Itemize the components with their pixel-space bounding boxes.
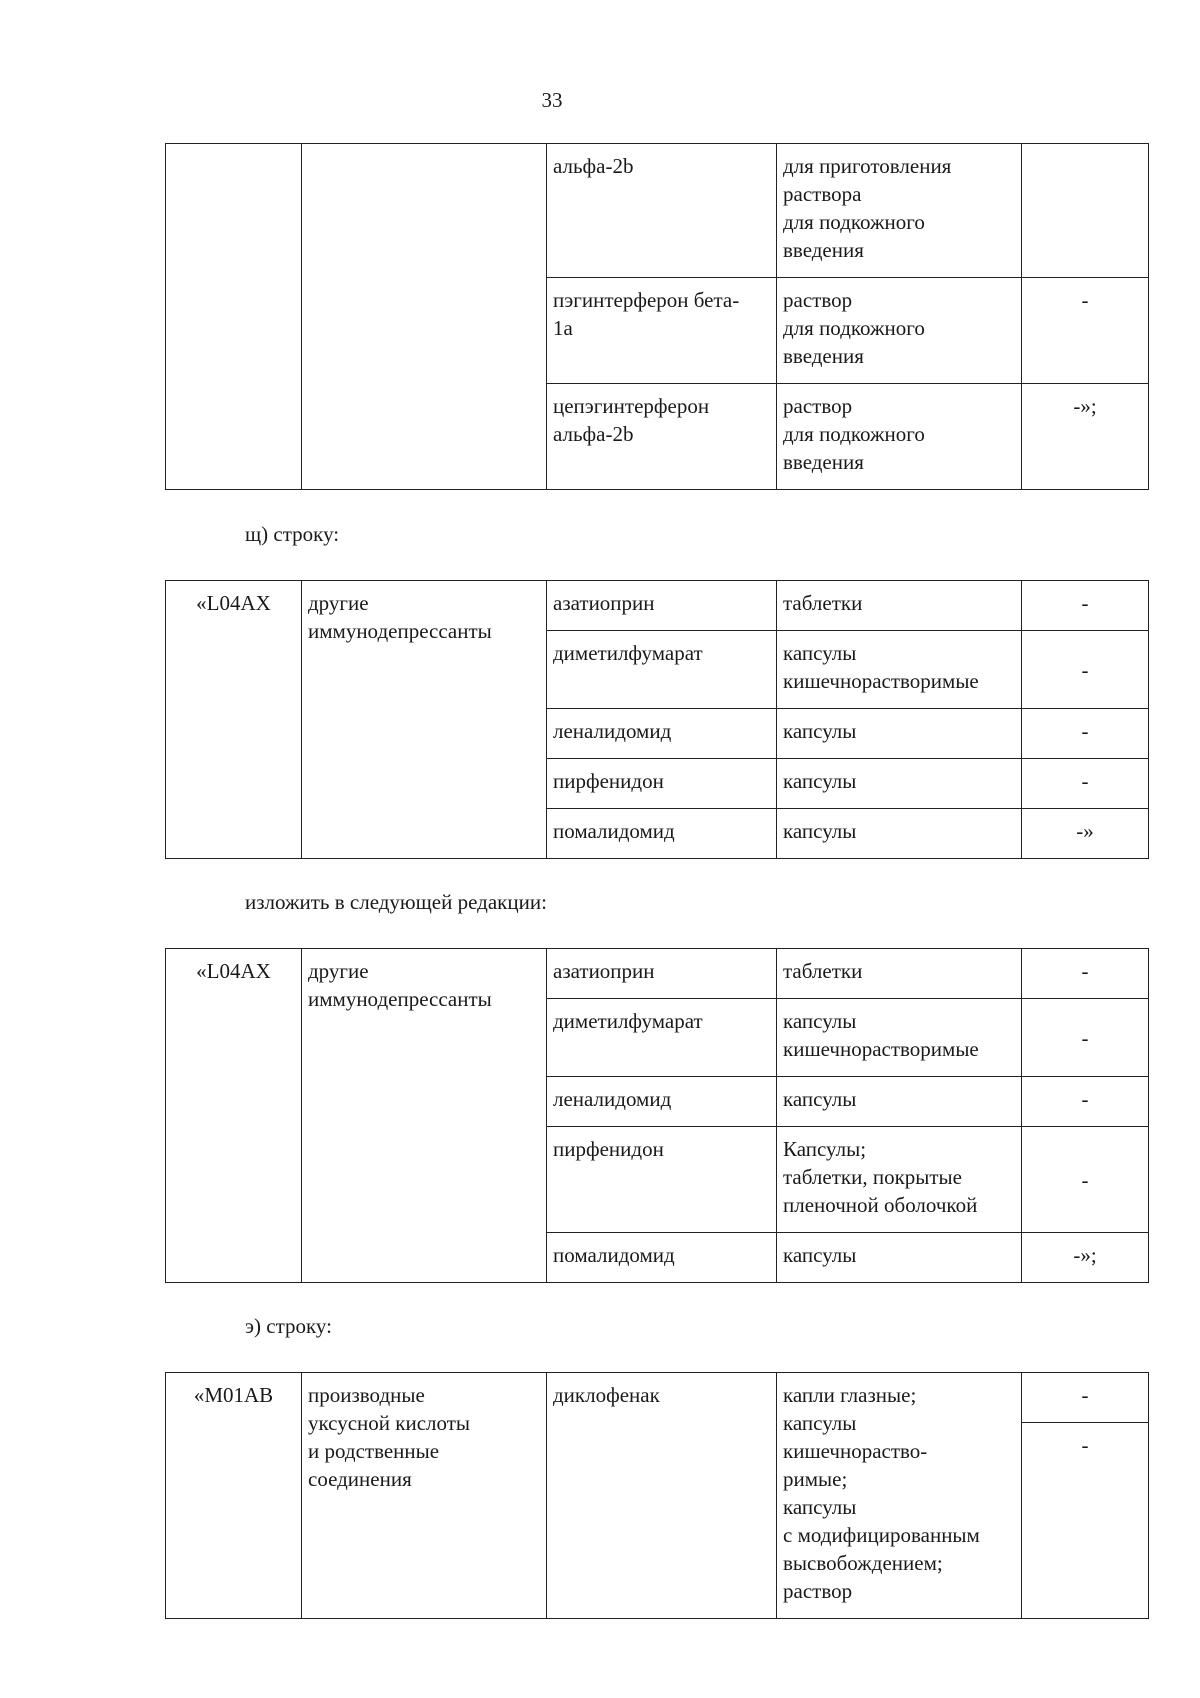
- paragraph-instruction: изложить в следующей редакции:: [245, 890, 547, 914]
- drug-name-cell: пирфенидон: [547, 1127, 777, 1233]
- note-cell: -: [1022, 949, 1149, 999]
- drug-name-cell: пирфенидон: [547, 759, 777, 809]
- code-cell: «M01AB: [166, 1373, 302, 1619]
- note-cell: -»;: [1022, 384, 1149, 490]
- dosage-form-cell: Капсулы; таблетки, покрытые пленочной оболочкой: [777, 1127, 1022, 1233]
- dosage-form-cell: капли глазные; капсулы кишечнораство- римые; капсулы с модифицированным высвобождением; раствор: [777, 1373, 1022, 1619]
- dosage-form-cell: капсулы: [777, 1077, 1022, 1127]
- drug-name-cell: пэгинтерферон бета- 1а: [547, 278, 777, 384]
- code-cell: «L04AX: [166, 949, 302, 1283]
- table-new-row: [165, 948, 1149, 1283]
- note-cell: -: [1022, 278, 1149, 384]
- note-cell: -: [1022, 999, 1149, 1077]
- table-row: [166, 1373, 1149, 1423]
- drug-name-cell: леналидомид: [547, 1077, 777, 1127]
- table-m01ab: [165, 1372, 1149, 1619]
- dosage-form-cell: капсулы: [777, 809, 1022, 859]
- table-row: [166, 144, 1149, 278]
- dosage-form-cell: раствор для подкожного введения: [777, 278, 1022, 384]
- dosage-form-cell: капсулы: [777, 759, 1022, 809]
- code-cell: «L04AX: [166, 581, 302, 859]
- note-cell: -»;: [1022, 1233, 1149, 1283]
- group-cell: другие иммунодепрессанты: [302, 949, 547, 1283]
- table-old-row: [165, 580, 1149, 859]
- note-cell: -»: [1022, 809, 1149, 859]
- dosage-form-cell: капсулы кишечнорастворимые: [777, 631, 1022, 709]
- paragraph-instruction: щ) строку:: [245, 522, 340, 546]
- drug-name-cell: помалидомид: [547, 1233, 777, 1283]
- drug-name-cell: альфа-2b: [547, 144, 777, 278]
- dosage-form-cell: для приготовления раствора для подкожного введения: [777, 144, 1022, 278]
- group-cell: производные уксусной кислоты и родственные соединения: [302, 1373, 547, 1619]
- code-cell: [166, 144, 302, 490]
- dosage-form-cell: капсулы кишечнорастворимые: [777, 999, 1022, 1077]
- note-cell: -: [1022, 1077, 1149, 1127]
- table-row: [166, 949, 1149, 999]
- page-number: 33: [541, 88, 563, 112]
- dosage-form-cell: капсулы: [777, 1233, 1022, 1283]
- note-cell: -: [1022, 581, 1149, 631]
- note-cell: -: [1022, 631, 1149, 709]
- table-row: [166, 581, 1149, 631]
- drug-name-cell: азатиоприн: [547, 581, 777, 631]
- drug-name-cell: диметилфумарат: [547, 999, 777, 1077]
- note-cell: [1022, 144, 1149, 278]
- group-cell: другие иммунодепрессанты: [302, 581, 547, 859]
- note-cell: -: [1022, 1127, 1149, 1233]
- group-cell: [302, 144, 547, 490]
- drug-name-cell: леналидомид: [547, 709, 777, 759]
- note-cell: -: [1022, 709, 1149, 759]
- dosage-form-cell: таблетки: [777, 581, 1022, 631]
- drug-name-cell: цепэгинтерферон альфа-2b: [547, 384, 777, 490]
- drug-name-cell: диметилфумарат: [547, 631, 777, 709]
- note-cell: -: [1022, 1423, 1149, 1619]
- table-continuation: [165, 143, 1149, 490]
- dosage-form-cell: раствор для подкожного введения: [777, 384, 1022, 490]
- dosage-form-cell: таблетки: [777, 949, 1022, 999]
- note-cell: -: [1022, 759, 1149, 809]
- drug-name-cell: помалидомид: [547, 809, 777, 859]
- drug-name-cell: диклофенак: [547, 1373, 777, 1619]
- dosage-form-cell: капсулы: [777, 709, 1022, 759]
- drug-name-cell: азатиоприн: [547, 949, 777, 999]
- paragraph-instruction: э) строку:: [245, 1314, 332, 1338]
- note-cell: -: [1022, 1373, 1149, 1423]
